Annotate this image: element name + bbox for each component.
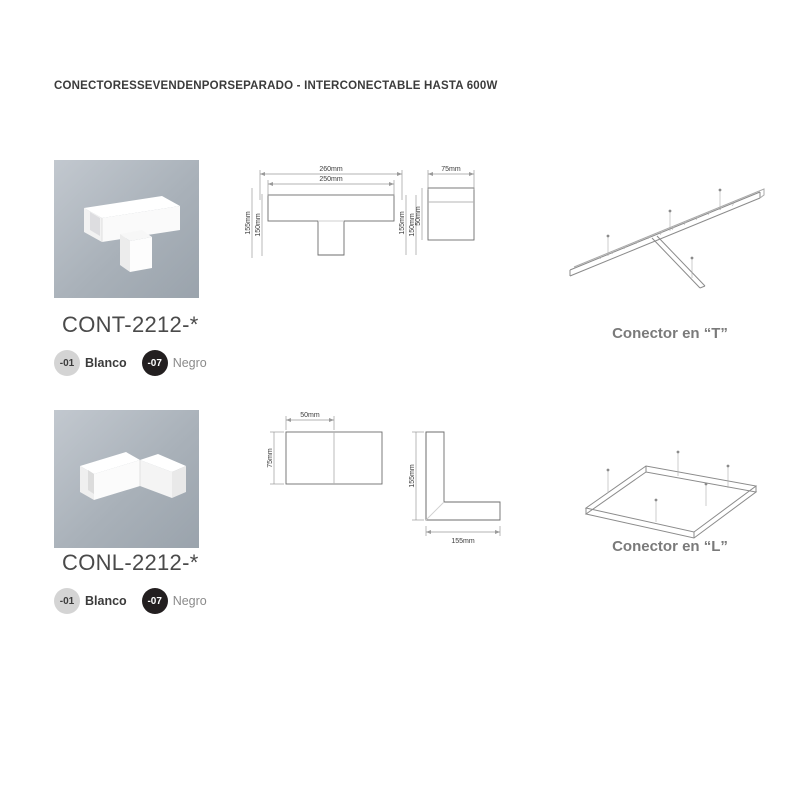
color-option-black-l[interactable] <box>142 588 207 614</box>
product-code-t: CONT-2212-* <box>62 312 199 337</box>
product-code-l: CONL-2212-* <box>62 550 199 575</box>
svg-text:150mm: 150mm <box>255 213 262 237</box>
svg-text:50mm: 50mm <box>300 412 320 419</box>
svg-text:155mm: 155mm <box>451 538 475 545</box>
page-title: CONECTORESSEVENDENPORSEPARADO - INTERCONECTABLE HASTA 600W <box>54 80 498 92</box>
render-caption-l: Conector en “L” <box>612 538 728 555</box>
svg-text:50mm: 50mm <box>415 206 422 226</box>
color-option-white-l[interactable] <box>54 588 127 614</box>
swatch-black-icon: -07 <box>142 588 168 614</box>
swatch-white-icon: -01 <box>54 588 80 614</box>
color-options-t <box>54 350 207 376</box>
render-t <box>560 160 780 310</box>
technical-drawing-t <box>240 160 520 310</box>
color-options-l <box>54 588 207 614</box>
svg-text:75mm: 75mm <box>441 166 461 173</box>
color-option-white-t[interactable] <box>54 350 127 376</box>
swatch-white-label: Blanco <box>85 356 127 370</box>
product-photo-t <box>54 160 199 298</box>
swatch-white-label: Blanco <box>85 594 127 608</box>
render-caption-t: Conector en “T” <box>612 325 728 342</box>
swatch-white-icon: -01 <box>54 350 80 376</box>
svg-text:250mm: 250mm <box>319 176 343 183</box>
swatch-black-icon: -07 <box>142 350 168 376</box>
svg-text:260mm: 260mm <box>319 166 343 173</box>
svg-text:75mm: 75mm <box>267 448 274 468</box>
svg-text:150mm: 150mm <box>409 213 416 237</box>
svg-text:155mm: 155mm <box>399 211 406 235</box>
swatch-black-label: Negro <box>172 356 207 370</box>
svg-text:155mm: 155mm <box>245 211 252 235</box>
swatch-black-label: Negro <box>172 594 207 608</box>
svg-text:155mm: 155mm <box>409 464 416 488</box>
color-option-black-t[interactable] <box>142 350 207 376</box>
product-photo-l <box>54 410 199 548</box>
technical-drawing-l <box>240 410 520 560</box>
